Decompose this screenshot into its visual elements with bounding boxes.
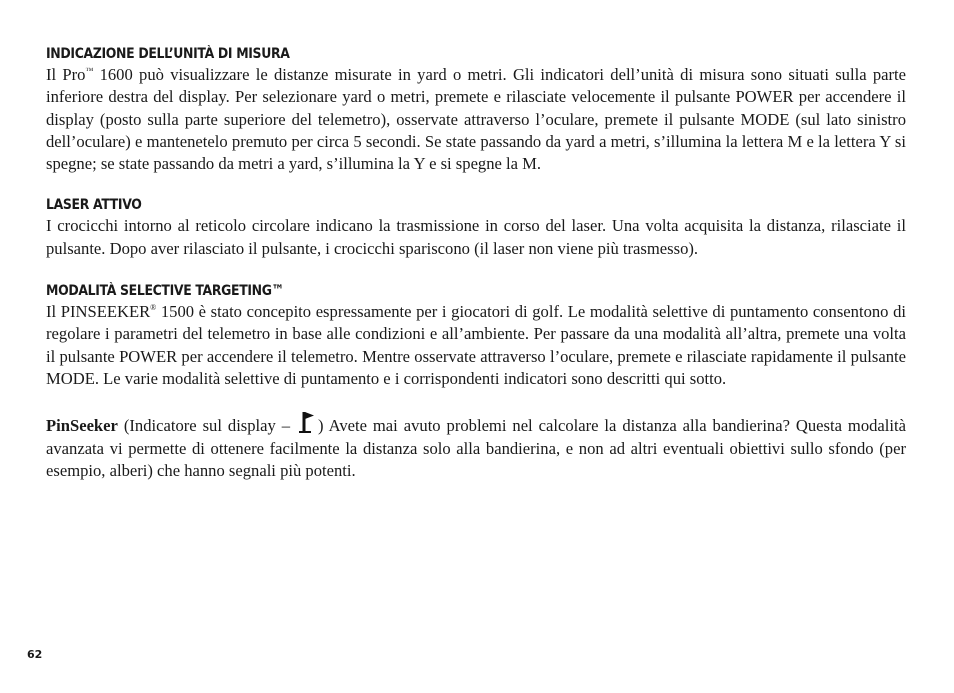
section-paragraph xyxy=(46,301,906,390)
registered-symbol: ® xyxy=(150,303,157,313)
paragraph-text-start: Il PINSEEKER xyxy=(46,302,151,322)
section-pinseeker-mode xyxy=(46,410,906,482)
pinseeker-text-after-icon: ) Avete mai avuto problemi nel calcolare la distanza alla bandierina? Questa modalità avanzata vi permette di ottenere facilmente la distanza solo alla bandierina, e non ad altri eventuali obiettivi sullo sfondo (per esempio, alberi) che hanno segnali più potenti. xyxy=(46,416,906,480)
paragraph-text-start: Il Pro xyxy=(46,65,86,84)
page-number: 62 xyxy=(27,648,43,661)
pinseeker-text-before-icon: (Indicatore sul display – xyxy=(117,416,297,436)
paragraph-text-rest: 1500 è stato concepito espressamente per i giocatori di golf. Le modalità selettive di puntamento consentono di regolare i parametri del telemetro in base alle condizioni e all’ambiente. Per passare da una modalità all’altra, premete una volta il pulsante POWER per accendere il telemetro. Mentre osservate attraverso l’oculare, premete e rilasciate rapidamente il pulsante MODE. Le varie modalità selettive di puntamento e i corrispondenti indicatori sono descritti qui sotto. xyxy=(46,302,906,388)
section-heading: LASER ATTIVO xyxy=(46,197,142,214)
section-heading: MODALITÀ SELECTIVE TARGETING™ xyxy=(46,283,284,300)
document-page xyxy=(46,44,906,503)
paragraph-text-rest: 1600 può visualizzare le distanze misurate in yard o metri. Gli indicatori dell’unità di misura sono situati sulla parte inferiore destra del display. Per selezionare yard o metri, premete e rilasciate velocemente il pulsante POWER per accendere il display (posto sulla parte superiore del telemetro), osservate attraverso l’oculare, premete il pulsante MODE (sul lato sinistro dell’oculare) e mantenetelo premuto per circa 5 secondi. Se state passando da yard a metri, s’illumina la lettera M e la lettera Y si spegne; se state passando da metri a yard, s’illumina la Y e si spegne la M. xyxy=(46,65,906,174)
golf-flag-icon xyxy=(298,410,316,434)
section-paragraph xyxy=(46,64,906,175)
trademark-symbol: ™ xyxy=(85,66,94,75)
section-laser-active xyxy=(46,195,906,260)
section-paragraph: I crocicchi intorno al reticolo circolare indicano la trasmissione in corso del laser. Una volta acquisita la distanza, rilasciate il pulsante. Dopo aver rilasciato il pulsante, i crocicchi spariscono (il laser non viene più trasmesso). xyxy=(46,216,906,258)
pinseeker-paragraph xyxy=(46,410,906,482)
section-unit-of-measure xyxy=(46,44,906,175)
pinseeker-label: PinSeeker xyxy=(46,416,118,436)
section-selective-targeting xyxy=(46,281,906,390)
section-heading: INDICAZIONE DELL’UNITÀ DI MISURA xyxy=(46,46,290,62)
